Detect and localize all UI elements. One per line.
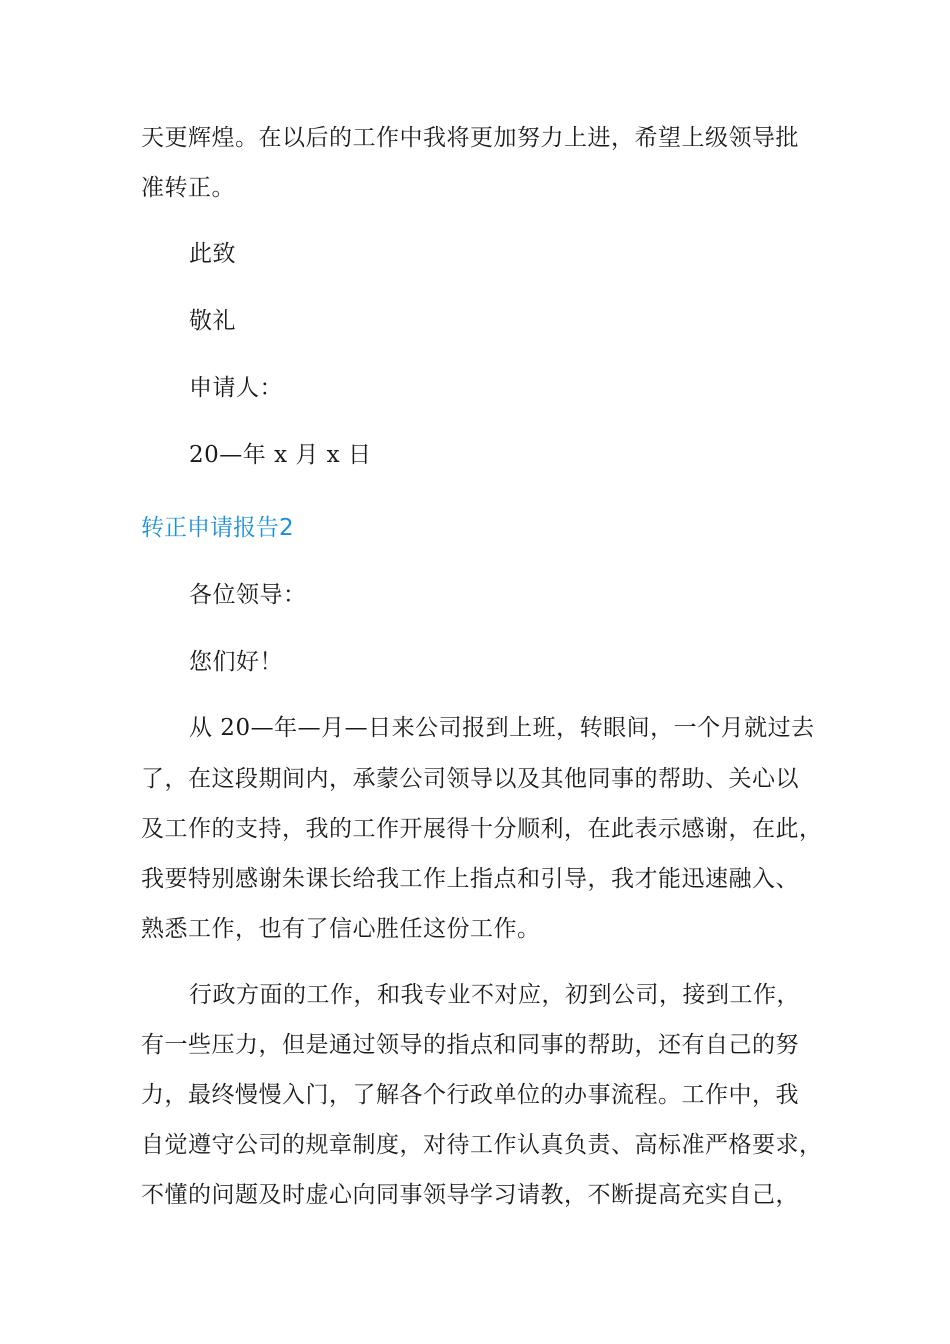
- paragraph-line: 天更辉煌。在以后的工作中我将更加努力上进，希望上级领导批: [141, 125, 799, 151]
- paragraph-line: 力，最终慢慢入门，了解各个行政单位的办事流程。工作中，我: [141, 1082, 799, 1108]
- paragraph-line: 从 20—年—月—日来公司报到上班，转眼间，一个月就过去: [189, 715, 815, 741]
- closing-text: 此致: [189, 241, 236, 267]
- paragraph-line: 不懂的问题及时虚心向同事领导学习请教，不断提高充实自己，: [141, 1182, 799, 1208]
- paragraph-line: 我要特别感谢朱课长给我工作上指点和引导，我才能迅速融入、: [141, 866, 799, 892]
- date-line: 20—年 x 月 x 日: [189, 442, 372, 468]
- section-heading: 转正申请报告2: [141, 515, 294, 541]
- paragraph-line: 准转正。: [141, 175, 235, 201]
- paragraph-line: 有一些压力，但是通过领导的指点和同事的帮助，还有自己的努: [141, 1032, 799, 1058]
- paragraph-line: 熟悉工作，也有了信心胜任这份工作。: [141, 916, 541, 942]
- paragraph-line: 行政方面的工作，和我专业不对应，初到公司，接到工作，: [189, 982, 800, 1008]
- applicant-label: 申请人：: [189, 375, 283, 401]
- paragraph-line: 了，在这段期间内，承蒙公司领导以及其他同事的帮助、关心以: [141, 766, 799, 792]
- greeting: 您们好！: [189, 649, 283, 675]
- paragraph-line: 及工作的支持，我的工作开展得十分顺利，在此表示感谢，在此，: [141, 816, 823, 842]
- paragraph-line: 自觉遵守公司的规章制度，对待工作认真负责、高标准严格要求，: [141, 1132, 823, 1158]
- salutation: 各位领导：: [189, 582, 307, 608]
- closing-regards: 敬礼: [189, 308, 236, 334]
